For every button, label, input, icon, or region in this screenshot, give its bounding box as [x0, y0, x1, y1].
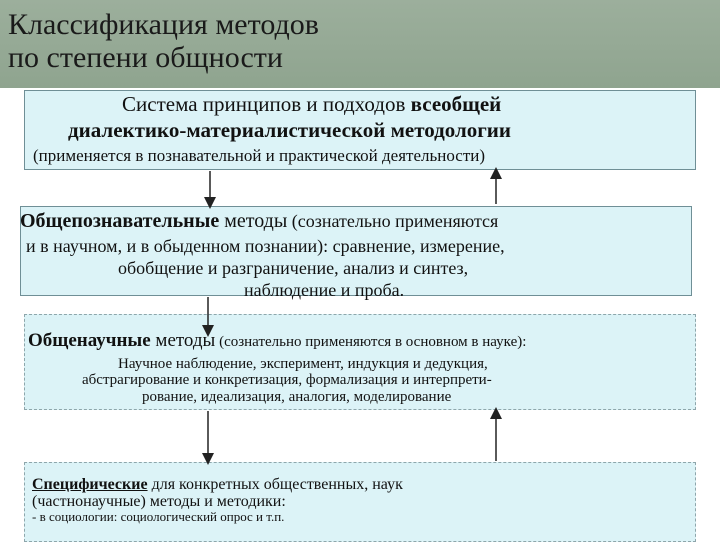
box3-heading: Общенаучные [28, 330, 151, 351]
title-line-1: Классификация методов [8, 8, 319, 41]
box1-line1-bold: всеобщей [410, 92, 502, 116]
box2-line-2: и в научном, и в обыденном познании): сравнение, измерение, [26, 236, 505, 256]
box2-line1-rest: (сознательно применяются [287, 211, 499, 231]
box4-line1-rest: для конкретных общественных, наук [147, 476, 403, 493]
box1-line1-text: Система принципов и подходов [122, 92, 411, 116]
box2-line-3: обобщение и разграничение, анализ и синтез, [118, 258, 469, 278]
box2-line-4: наблюдение и проба. [244, 280, 405, 300]
box3-line-2: Научное наблюдение, эксперимент, индукция и дедукция, [118, 356, 488, 372]
box2-heading: Общепознавательные [20, 210, 220, 232]
box3-line-4: рование, идеализация, аналогия, моделирование [142, 389, 452, 405]
box3-line-3: абстрагирование и конкретизация, формализация и интерпрети- [82, 372, 492, 388]
box1-line-3: (применяется в познавательной и практической деятельности) [33, 146, 486, 165]
box3-methods-word: методы [150, 330, 216, 351]
box4-line-3: - в социологии: социологический опрос и т.п. [32, 509, 285, 524]
box4-heading: Специфические [32, 476, 148, 493]
title-line-2: по степени общности [8, 41, 283, 74]
box4-line-2: (частнонаучные) методы и методики: [32, 493, 286, 510]
box2-methods-word: методы [219, 210, 288, 232]
box1-line-2: диалектико-материалистической методологии [68, 118, 512, 142]
box3-line1-rest: (сознательно применяются в основном в науке): [215, 334, 527, 350]
